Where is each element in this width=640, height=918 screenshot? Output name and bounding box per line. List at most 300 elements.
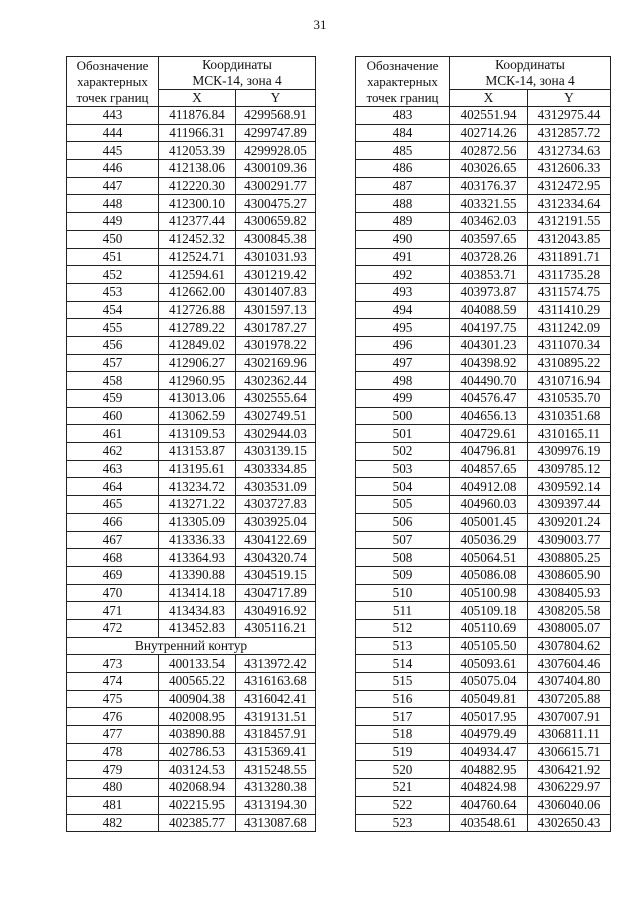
- y-coordinate-cell: 4303925.04: [236, 513, 316, 531]
- x-coordinate-cell: 413109.53: [159, 425, 236, 443]
- x-coordinate-cell: 405093.61: [450, 655, 528, 673]
- point-number-cell: 446: [67, 160, 159, 178]
- table-row: [67, 301, 316, 319]
- point-number-cell: 490: [356, 230, 450, 248]
- y-coordinate-cell: 4312606.33: [528, 160, 611, 178]
- table-row: [67, 655, 316, 673]
- table-row: [356, 372, 611, 390]
- table-row: [356, 513, 611, 531]
- y-coordinate-cell: 4313194.30: [236, 796, 316, 814]
- y-coordinate-cell: 4304717.89: [236, 584, 316, 602]
- table-row: [67, 690, 316, 708]
- point-number-cell: 488: [356, 195, 450, 213]
- table-row: [356, 425, 611, 443]
- x-column-header: X: [450, 90, 528, 107]
- point-column-header: [67, 57, 159, 107]
- y-coordinate-cell: 4305116.21: [236, 619, 316, 637]
- right-table-body: [356, 107, 611, 832]
- y-coordinate-cell: 4309397.44: [528, 496, 611, 514]
- table-row: [356, 531, 611, 549]
- y-coordinate-cell: 4309201.24: [528, 513, 611, 531]
- point-number-cell: 500: [356, 407, 450, 425]
- x-coordinate-cell: 412906.27: [159, 354, 236, 372]
- table-row: [356, 160, 611, 178]
- x-coordinate-cell: 413414.18: [159, 584, 236, 602]
- point-number-cell: 474: [67, 673, 159, 691]
- table-row: [67, 496, 316, 514]
- y-coordinate-cell: 4312734.63: [528, 142, 611, 160]
- x-coordinate-cell: 405036.29: [450, 531, 528, 549]
- y-coordinate-cell: 4300109.36: [236, 160, 316, 178]
- y-coordinate-cell: 4311735.28: [528, 266, 611, 284]
- point-number-cell: 467: [67, 531, 159, 549]
- y-coordinate-cell: 4308205.58: [528, 602, 611, 620]
- x-coordinate-cell: 404490.70: [450, 372, 528, 390]
- x-coordinate-cell: 404979.49: [450, 726, 528, 744]
- x-coordinate-cell: 412960.95: [159, 372, 236, 390]
- y-coordinate-cell: 4306040.06: [528, 796, 611, 814]
- x-coordinate-cell: 404398.92: [450, 354, 528, 372]
- x-coordinate-cell: 413336.33: [159, 531, 236, 549]
- x-coordinate-cell: 413013.06: [159, 390, 236, 408]
- table-row: [67, 708, 316, 726]
- point-number-cell: 465: [67, 496, 159, 514]
- table-row: [356, 230, 611, 248]
- y-coordinate-cell: 4306615.71: [528, 743, 611, 761]
- x-coordinate-cell: 405075.04: [450, 673, 528, 691]
- x-coordinate-cell: 403728.26: [450, 248, 528, 266]
- table-row: [67, 460, 316, 478]
- table-row: [67, 124, 316, 142]
- x-coordinate-cell: 405105.50: [450, 637, 528, 655]
- point-number-cell: 480: [67, 779, 159, 797]
- point-number-cell: 499: [356, 390, 450, 408]
- point-number-cell: 503: [356, 460, 450, 478]
- x-coordinate-cell: 402068.94: [159, 779, 236, 797]
- table-row: [356, 142, 611, 160]
- y-column-header: Y: [236, 90, 316, 107]
- table-row: [356, 726, 611, 744]
- point-number-cell: 450: [67, 230, 159, 248]
- y-coordinate-cell: 4306421.92: [528, 761, 611, 779]
- y-coordinate-cell: 4319131.51: [236, 708, 316, 726]
- x-coordinate-cell: 412594.61: [159, 266, 236, 284]
- table-row: [67, 177, 316, 195]
- x-coordinate-cell: 412138.06: [159, 160, 236, 178]
- point-number-cell: 452: [67, 266, 159, 284]
- x-coordinate-cell: 413195.61: [159, 460, 236, 478]
- point-number-cell: 455: [67, 319, 159, 337]
- point-number-cell: 514: [356, 655, 450, 673]
- section-row: [67, 637, 316, 655]
- x-coordinate-cell: 413271.22: [159, 496, 236, 514]
- x-coordinate-cell: 404729.61: [450, 425, 528, 443]
- point-number-cell: 516: [356, 690, 450, 708]
- table-row: [356, 549, 611, 567]
- y-coordinate-cell: 4307205.88: [528, 690, 611, 708]
- x-coordinate-cell: 404796.81: [450, 443, 528, 461]
- point-number-cell: 468: [67, 549, 159, 567]
- x-coordinate-cell: 405049.81: [450, 690, 528, 708]
- y-coordinate-cell: 4308005.07: [528, 619, 611, 637]
- y-coordinate-cell: 4303334.85: [236, 460, 316, 478]
- y-coordinate-cell: 4311574.75: [528, 283, 611, 301]
- table-row: [356, 266, 611, 284]
- y-coordinate-cell: 4310895.22: [528, 354, 611, 372]
- coords-column-header: [159, 57, 316, 90]
- table-row: [67, 478, 316, 496]
- point-number-cell: 492: [356, 266, 450, 284]
- table-row: [356, 460, 611, 478]
- point-number-cell: 518: [356, 726, 450, 744]
- point-number-cell: 457: [67, 354, 159, 372]
- y-coordinate-cell: 4303727.83: [236, 496, 316, 514]
- point-number-cell: 464: [67, 478, 159, 496]
- table-row: [356, 637, 611, 655]
- x-coordinate-cell: 413062.59: [159, 407, 236, 425]
- table-row: [67, 673, 316, 691]
- table-row: [356, 301, 611, 319]
- y-coordinate-cell: 4310165.11: [528, 425, 611, 443]
- y-coordinate-cell: 4306811.11: [528, 726, 611, 744]
- point-number-cell: 444: [67, 124, 159, 142]
- point-number-cell: 478: [67, 743, 159, 761]
- y-coordinate-cell: 4307404.80: [528, 673, 611, 691]
- point-number-cell: 508: [356, 549, 450, 567]
- point-number-cell: 484: [356, 124, 450, 142]
- table-row: [67, 230, 316, 248]
- table-row: [356, 283, 611, 301]
- x-coordinate-cell: 405017.95: [450, 708, 528, 726]
- x-coordinate-cell: 403124.53: [159, 761, 236, 779]
- x-coordinate-cell: 405001.45: [450, 513, 528, 531]
- x-column-header: X: [159, 90, 236, 107]
- y-coordinate-cell: 4300845.38: [236, 230, 316, 248]
- x-coordinate-cell: 412053.39: [159, 142, 236, 160]
- point-number-cell: 491: [356, 248, 450, 266]
- y-coordinate-cell: 4307804.62: [528, 637, 611, 655]
- y-coordinate-cell: 4302650.43: [528, 814, 611, 832]
- table-row: [67, 372, 316, 390]
- table-row: [356, 478, 611, 496]
- table-row: [67, 160, 316, 178]
- point-number-cell: 483: [356, 107, 450, 125]
- point-number-cell: 471: [67, 602, 159, 620]
- point-header-line-3: точек границ: [366, 89, 439, 105]
- point-number-cell: 456: [67, 336, 159, 354]
- point-column-header: [356, 57, 450, 107]
- y-coordinate-cell: 4307007.91: [528, 708, 611, 726]
- x-coordinate-cell: 403176.37: [450, 177, 528, 195]
- x-coordinate-cell: 404760.64: [450, 796, 528, 814]
- point-number-cell: 493: [356, 283, 450, 301]
- y-coordinate-cell: 4310351.68: [528, 407, 611, 425]
- point-number-cell: 486: [356, 160, 450, 178]
- point-number-cell: 510: [356, 584, 450, 602]
- table-row: [356, 796, 611, 814]
- table-row: [356, 407, 611, 425]
- y-coordinate-cell: 4304916.92: [236, 602, 316, 620]
- table-row: [67, 195, 316, 213]
- y-coordinate-cell: 4300475.27: [236, 195, 316, 213]
- point-number-cell: 485: [356, 142, 450, 160]
- section-label: Внутренний контур: [67, 637, 316, 655]
- y-coordinate-cell: 4309976.19: [528, 443, 611, 461]
- coords-header-line-2: МСК-14, зона 4: [192, 73, 282, 88]
- point-number-cell: 470: [67, 584, 159, 602]
- table-row: [67, 142, 316, 160]
- point-number-cell: 449: [67, 213, 159, 231]
- y-coordinate-cell: 4302362.44: [236, 372, 316, 390]
- x-coordinate-cell: 412726.88: [159, 301, 236, 319]
- point-header-line-1: Обозначение: [76, 57, 149, 73]
- table-row: [67, 283, 316, 301]
- y-coordinate-cell: 4302555.64: [236, 390, 316, 408]
- x-coordinate-cell: 400133.54: [159, 655, 236, 673]
- left-table-body-inner-contour: [67, 655, 316, 832]
- x-coordinate-cell: 402786.53: [159, 743, 236, 761]
- table-row: [67, 531, 316, 549]
- x-coordinate-cell: 412662.00: [159, 283, 236, 301]
- x-coordinate-cell: 404882.95: [450, 761, 528, 779]
- point-number-cell: 445: [67, 142, 159, 160]
- y-coordinate-cell: 4315369.41: [236, 743, 316, 761]
- point-number-cell: 511: [356, 602, 450, 620]
- y-coordinate-cell: 4309785.12: [528, 460, 611, 478]
- point-number-cell: 479: [67, 761, 159, 779]
- y-coordinate-cell: 4303531.09: [236, 478, 316, 496]
- point-number-cell: 454: [67, 301, 159, 319]
- y-coordinate-cell: 4312043.85: [528, 230, 611, 248]
- point-number-cell: 476: [67, 708, 159, 726]
- y-coordinate-cell: 4312857.72: [528, 124, 611, 142]
- point-number-cell: 453: [67, 283, 159, 301]
- point-number-cell: 512: [356, 619, 450, 637]
- x-coordinate-cell: 413364.93: [159, 549, 236, 567]
- point-number-cell: 495: [356, 319, 450, 337]
- point-number-cell: 487: [356, 177, 450, 195]
- y-coordinate-cell: 4302944.03: [236, 425, 316, 443]
- x-coordinate-cell: 400904.38: [159, 690, 236, 708]
- point-number-cell: 477: [67, 726, 159, 744]
- table-row: [356, 195, 611, 213]
- point-number-cell: 489: [356, 213, 450, 231]
- point-number-cell: 459: [67, 390, 159, 408]
- point-number-cell: 451: [67, 248, 159, 266]
- table-row: [67, 336, 316, 354]
- left-section-row-group: [67, 637, 316, 655]
- x-coordinate-cell: 412377.44: [159, 213, 236, 231]
- y-coordinate-cell: 4299747.89: [236, 124, 316, 142]
- x-coordinate-cell: 413153.87: [159, 443, 236, 461]
- x-coordinate-cell: 405100.98: [450, 584, 528, 602]
- x-coordinate-cell: 404656.13: [450, 407, 528, 425]
- y-coordinate-cell: 4301787.27: [236, 319, 316, 337]
- x-coordinate-cell: 412524.71: [159, 248, 236, 266]
- table-row: [67, 213, 316, 231]
- table-row: [356, 814, 611, 832]
- table-row: [67, 107, 316, 125]
- y-coordinate-cell: 4310716.94: [528, 372, 611, 390]
- x-coordinate-cell: 402714.26: [450, 124, 528, 142]
- y-coordinate-cell: 4311070.34: [528, 336, 611, 354]
- y-coordinate-cell: 4299928.05: [236, 142, 316, 160]
- point-number-cell: 502: [356, 443, 450, 461]
- table-row: [356, 107, 611, 125]
- x-coordinate-cell: 403321.55: [450, 195, 528, 213]
- y-coordinate-cell: 4308605.90: [528, 566, 611, 584]
- y-coordinate-cell: 4306229.97: [528, 779, 611, 797]
- point-number-cell: 507: [356, 531, 450, 549]
- x-coordinate-cell: 404576.47: [450, 390, 528, 408]
- table-row: [356, 673, 611, 691]
- table-row: [67, 513, 316, 531]
- table-row: [67, 814, 316, 832]
- point-number-cell: 497: [356, 354, 450, 372]
- table-row: [67, 390, 316, 408]
- table-row: [67, 443, 316, 461]
- table-row: [356, 319, 611, 337]
- point-number-cell: 460: [67, 407, 159, 425]
- y-coordinate-cell: 4313280.38: [236, 779, 316, 797]
- x-coordinate-cell: 405110.69: [450, 619, 528, 637]
- table-row: [67, 549, 316, 567]
- x-coordinate-cell: 404912.08: [450, 478, 528, 496]
- x-coordinate-cell: 403597.65: [450, 230, 528, 248]
- y-coordinate-cell: 4304122.69: [236, 531, 316, 549]
- y-coordinate-cell: 4309003.77: [528, 531, 611, 549]
- x-coordinate-cell: 400565.22: [159, 673, 236, 691]
- point-number-cell: 473: [67, 655, 159, 673]
- point-number-cell: 498: [356, 372, 450, 390]
- x-coordinate-cell: 402385.77: [159, 814, 236, 832]
- table-row: [67, 619, 316, 637]
- point-number-cell: 461: [67, 425, 159, 443]
- y-coordinate-cell: 4301219.42: [236, 266, 316, 284]
- table-row: [67, 602, 316, 620]
- page-number: 31: [313, 17, 327, 32]
- point-number-cell: 519: [356, 743, 450, 761]
- x-coordinate-cell: 412789.22: [159, 319, 236, 337]
- point-number-cell: 443: [67, 107, 159, 125]
- coordinates-table-left: [66, 56, 316, 832]
- y-coordinate-cell: 4312975.44: [528, 107, 611, 125]
- table-row: [356, 619, 611, 637]
- table-row: [67, 761, 316, 779]
- x-coordinate-cell: 405109.18: [450, 602, 528, 620]
- x-coordinate-cell: 413390.88: [159, 566, 236, 584]
- x-coordinate-cell: 413234.72: [159, 478, 236, 496]
- x-coordinate-cell: 404197.75: [450, 319, 528, 337]
- table-row: [356, 443, 611, 461]
- y-coordinate-cell: 4300659.82: [236, 213, 316, 231]
- point-header-line-2: характерных: [77, 73, 148, 89]
- point-number-cell: 506: [356, 513, 450, 531]
- y-coordinate-cell: 4302749.51: [236, 407, 316, 425]
- y-coordinate-cell: 4313972.42: [236, 655, 316, 673]
- x-coordinate-cell: 411876.84: [159, 107, 236, 125]
- point-number-cell: 496: [356, 336, 450, 354]
- y-coordinate-cell: 4307604.46: [528, 655, 611, 673]
- point-number-cell: 447: [67, 177, 159, 195]
- y-coordinate-cell: 4304519.15: [236, 566, 316, 584]
- y-coordinate-cell: 4300291.77: [236, 177, 316, 195]
- y-coordinate-cell: 4318457.91: [236, 726, 316, 744]
- table-row: [356, 496, 611, 514]
- table-row: [67, 266, 316, 284]
- table-row: [356, 655, 611, 673]
- y-coordinate-cell: 4316163.68: [236, 673, 316, 691]
- y-coordinate-cell: 4309592.14: [528, 478, 611, 496]
- y-coordinate-cell: 4303139.15: [236, 443, 316, 461]
- y-coordinate-cell: 4312191.55: [528, 213, 611, 231]
- y-coordinate-cell: 4301597.13: [236, 301, 316, 319]
- point-header-line-3: точек границ: [76, 89, 149, 105]
- y-coordinate-cell: 4304320.74: [236, 549, 316, 567]
- point-number-cell: 522: [356, 796, 450, 814]
- table-row: [356, 248, 611, 266]
- x-coordinate-cell: 412452.32: [159, 230, 236, 248]
- x-coordinate-cell: 413452.83: [159, 619, 236, 637]
- table-row: [67, 726, 316, 744]
- point-number-cell: 520: [356, 761, 450, 779]
- point-number-cell: 469: [67, 566, 159, 584]
- point-number-cell: 515: [356, 673, 450, 691]
- table-row: [356, 584, 611, 602]
- table-row: [67, 354, 316, 372]
- point-header-line-2: характерных: [367, 73, 438, 89]
- table-row: [356, 124, 611, 142]
- x-coordinate-cell: 403548.61: [450, 814, 528, 832]
- point-number-cell: 494: [356, 301, 450, 319]
- coords-header-line-1: Координаты: [495, 57, 565, 72]
- table-row: [356, 213, 611, 231]
- x-coordinate-cell: 403853.71: [450, 266, 528, 284]
- table-row: [67, 407, 316, 425]
- y-coordinate-cell: 4312334.64: [528, 195, 611, 213]
- table-row: [356, 690, 611, 708]
- table-row: [356, 708, 611, 726]
- y-coordinate-cell: 4311410.29: [528, 301, 611, 319]
- table-row: [67, 584, 316, 602]
- x-coordinate-cell: 412220.30: [159, 177, 236, 195]
- coordinates-table-right: [355, 56, 611, 832]
- x-coordinate-cell: 404301.23: [450, 336, 528, 354]
- y-coordinate-cell: 4308805.25: [528, 549, 611, 567]
- x-coordinate-cell: 404857.65: [450, 460, 528, 478]
- table-row: [356, 602, 611, 620]
- point-number-cell: 475: [67, 690, 159, 708]
- y-column-header: Y: [528, 90, 611, 107]
- y-coordinate-cell: 4310535.70: [528, 390, 611, 408]
- x-coordinate-cell: 404960.03: [450, 496, 528, 514]
- table-row: [356, 761, 611, 779]
- left-table-body: [67, 107, 316, 638]
- table-row: [356, 354, 611, 372]
- x-coordinate-cell: 403026.65: [450, 160, 528, 178]
- point-number-cell: 509: [356, 566, 450, 584]
- point-number-cell: 505: [356, 496, 450, 514]
- table-row: [356, 390, 611, 408]
- point-number-cell: 521: [356, 779, 450, 797]
- x-coordinate-cell: 412849.02: [159, 336, 236, 354]
- coords-header-line-2: МСК-14, зона 4: [485, 73, 575, 88]
- table-row: [356, 779, 611, 797]
- y-coordinate-cell: 4299568.91: [236, 107, 316, 125]
- point-number-cell: 517: [356, 708, 450, 726]
- table-row: [67, 319, 316, 337]
- x-coordinate-cell: 405064.51: [450, 549, 528, 567]
